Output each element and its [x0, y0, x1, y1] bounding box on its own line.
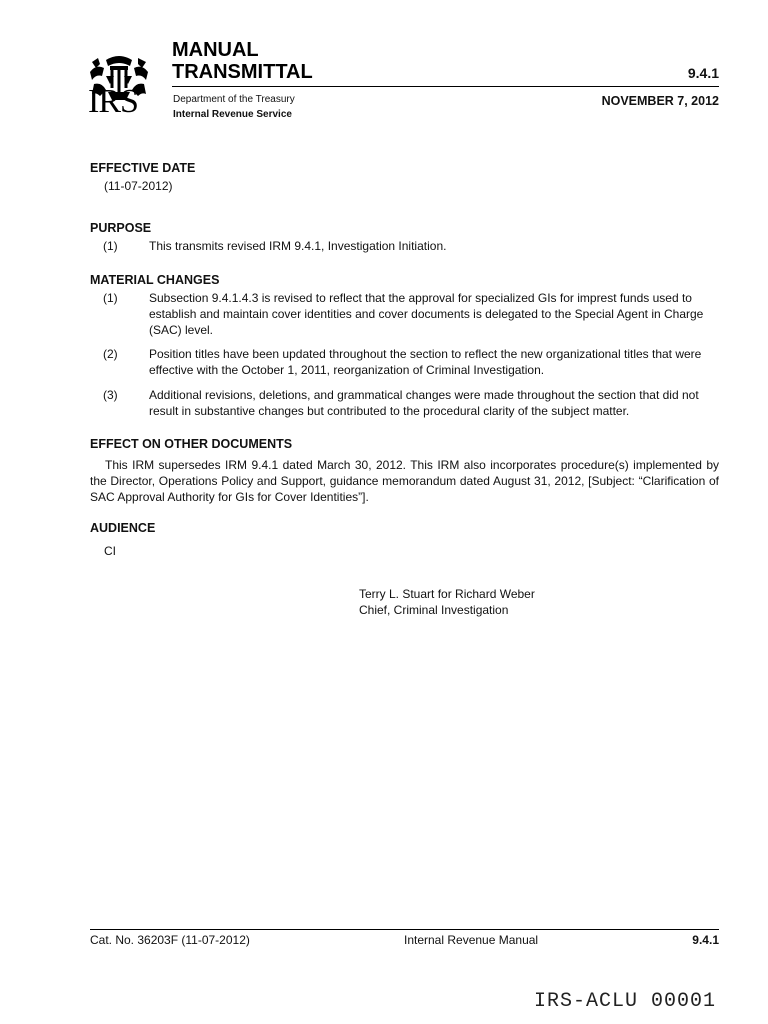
- agency-name: Internal Revenue Service: [173, 109, 292, 120]
- bates-stamp: IRS-ACLU 00001: [533, 990, 716, 1013]
- change-item-text: Subsection 9.4.1.4.3 is revised to reflect that the approval for specialized GIs for imprest funds used to establish and maintain cover identities and cover documents is delegated to the Special Agent in Charge (SAC) level.: [149, 291, 704, 337]
- signatory-title: Chief, Criminal Investigation: [359, 603, 509, 617]
- purpose-item-number: (1): [103, 239, 118, 253]
- purpose-heading: PURPOSE: [90, 221, 152, 235]
- change-item-text: Additional revisions, deletions, and grammatical changes were made throughout the section that did not result in substantive changes but contributed to the procedural clarity of the subject matter.: [149, 388, 699, 418]
- manual-name: Internal Revenue Manual: [404, 933, 539, 947]
- change-item-number: (1): [103, 291, 118, 305]
- doc-title-line2: TRANSMITTAL: [172, 61, 313, 83]
- change-item-text: Position titles have been updated throughout the section to reflect the new organizational titles that were effective with the October 1, 2011, reorganization of Criminal Investigation.: [149, 347, 702, 377]
- footer-section-number: 9.4.1: [692, 933, 719, 947]
- material-changes-heading: MATERIAL CHANGES: [90, 273, 220, 287]
- catalog-number: Cat. No. 36203F (11-07-2012): [90, 933, 250, 947]
- transmittal-date: NOVEMBER 7, 2012: [601, 94, 719, 108]
- header-rule: [172, 86, 719, 87]
- audience-value: CI: [104, 544, 116, 558]
- footer-rule: [90, 929, 719, 930]
- doc-title-line1: MANUAL: [172, 39, 259, 61]
- effective-date-heading: EFFECTIVE DATE: [90, 161, 196, 175]
- change-item-number: (2): [103, 347, 118, 361]
- purpose-item-text: This transmits revised IRM 9.4.1, Investigation Initiation.: [149, 239, 447, 253]
- section-number: 9.4.1: [687, 65, 719, 81]
- signatory-name: Terry L. Stuart for Richard Weber: [359, 587, 535, 601]
- irs-logo-text: IRS: [88, 83, 138, 120]
- change-item-number: (3): [103, 388, 118, 402]
- department-name: Department of the Treasury: [173, 94, 295, 105]
- audience-heading: AUDIENCE: [90, 521, 156, 535]
- effect-on-other-documents-heading: EFFECT ON OTHER DOCUMENTS: [90, 437, 293, 451]
- effect-on-other-documents-text: This IRM supersedes IRM 9.4.1 dated March 30, 2012. This IRM also incorporates procedure(s) implemented by the Director, Operations Policy and Support, guidance memorandum dated August 31, 2012, [Subject: “Clarification of SAC Approval Authority for GIs for Cover Identities”].: [90, 458, 719, 504]
- effective-date-value: (11-07-2012): [104, 179, 173, 193]
